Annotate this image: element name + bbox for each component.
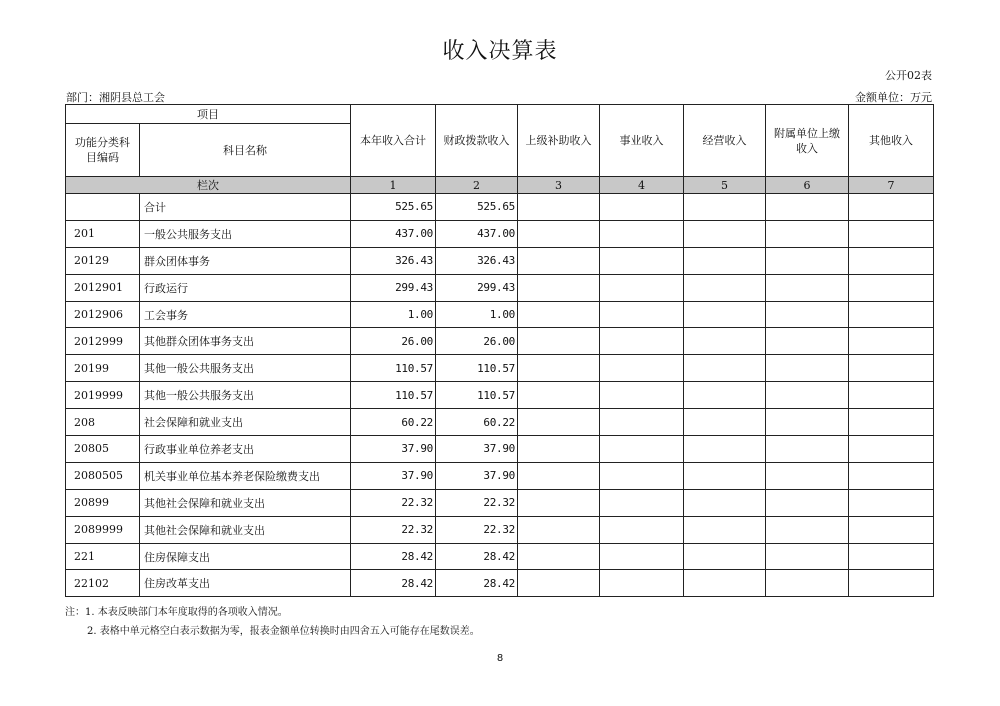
empty-cell [518, 355, 600, 382]
function-code-cell: 221 [66, 543, 140, 570]
function-code-cell: 2019999 [66, 382, 140, 409]
total-income-cell: 326.43 [351, 247, 436, 274]
empty-cell [600, 543, 684, 570]
empty-cell [849, 247, 934, 274]
empty-cell [766, 220, 849, 247]
subject-name-cell: 工会事务 [140, 301, 351, 328]
band-label: 栏次 [66, 177, 351, 194]
table-row [66, 543, 934, 570]
subject-name-cell: 一般公共服务支出 [140, 220, 351, 247]
page-number: 8 [496, 653, 504, 664]
empty-cell [600, 516, 684, 543]
empty-cell [849, 462, 934, 489]
empty-cell [518, 274, 600, 301]
function-code-cell: 20129 [66, 247, 140, 274]
header-item: 项目 [66, 105, 351, 124]
subject-name-cell: 行政事业单位养老支出 [140, 436, 351, 463]
subject-name-cell: 群众团体事务 [140, 247, 351, 274]
fiscal-income-cell: 37.90 [436, 462, 518, 489]
header-business-income: 事业收入 [600, 105, 684, 177]
header-fiscal-appropriation: 财政拨款收入 [436, 105, 518, 177]
function-code-cell: 20899 [66, 489, 140, 516]
fiscal-income-cell: 1.00 [436, 301, 518, 328]
empty-cell [849, 489, 934, 516]
empty-cell [518, 382, 600, 409]
table-row [66, 274, 934, 301]
empty-cell [849, 516, 934, 543]
band-number: 6 [766, 177, 849, 194]
empty-cell [766, 301, 849, 328]
amount-unit-label: 金额单位：万元 [855, 91, 932, 104]
function-code-cell: 2012999 [66, 328, 140, 355]
empty-cell [766, 516, 849, 543]
fiscal-income-cell: 326.43 [436, 247, 518, 274]
empty-cell [684, 516, 766, 543]
table-row [66, 220, 934, 247]
empty-cell [684, 543, 766, 570]
fiscal-income-cell: 37.90 [436, 436, 518, 463]
table-row [66, 489, 934, 516]
total-income-cell: 525.65 [351, 194, 436, 221]
empty-cell [849, 301, 934, 328]
function-code-cell: 20199 [66, 355, 140, 382]
table-row [66, 247, 934, 274]
function-code-cell: 208 [66, 409, 140, 436]
department-label: 部门：湘阴县总工会 [66, 91, 165, 104]
empty-cell [518, 328, 600, 355]
empty-cell [518, 409, 600, 436]
header-subject-name: 科目名称 [140, 124, 351, 177]
total-income-cell: 110.57 [351, 355, 436, 382]
function-code-cell: 201 [66, 220, 140, 247]
table-row [66, 409, 934, 436]
fiscal-income-cell: 437.00 [436, 220, 518, 247]
empty-cell [518, 516, 600, 543]
footnote-2: 2. 表格中单元格空白表示数据为零，报表金额单位转换时由四舍五入可能存在尾数误差。 [87, 626, 480, 637]
empty-cell [849, 543, 934, 570]
empty-cell [518, 247, 600, 274]
empty-cell [518, 194, 600, 221]
empty-cell [849, 355, 934, 382]
subject-name-cell: 合计 [140, 194, 351, 221]
subject-name-cell: 住房改革支出 [140, 570, 351, 597]
empty-cell [600, 274, 684, 301]
empty-cell [518, 489, 600, 516]
empty-cell [766, 355, 849, 382]
function-code-cell: 20805 [66, 436, 140, 463]
header-total-income: 本年收入合计 [351, 105, 436, 177]
empty-cell [684, 220, 766, 247]
band-number: 3 [518, 177, 600, 194]
subject-name-cell: 行政运行 [140, 274, 351, 301]
empty-cell [849, 436, 934, 463]
total-income-cell: 60.22 [351, 409, 436, 436]
total-income-cell: 110.57 [351, 382, 436, 409]
band-number: 2 [436, 177, 518, 194]
function-code-cell: 2089999 [66, 516, 140, 543]
empty-cell [766, 436, 849, 463]
footnote-1: 注：1. 本表反映部门本年度取得的各项收入情况。 [65, 607, 288, 618]
empty-cell [766, 409, 849, 436]
empty-cell [849, 220, 934, 247]
empty-cell [766, 274, 849, 301]
total-income-cell: 37.90 [351, 436, 436, 463]
empty-cell [600, 194, 684, 221]
empty-cell [600, 328, 684, 355]
empty-cell [766, 382, 849, 409]
empty-cell [600, 409, 684, 436]
table-row [66, 516, 934, 543]
subject-name-cell: 其他一般公共服务支出 [140, 355, 351, 382]
empty-cell [766, 570, 849, 597]
function-code-cell: 2012901 [66, 274, 140, 301]
function-code-cell: 2012906 [66, 301, 140, 328]
table-row [66, 382, 934, 409]
subject-name-cell: 其他群众团体事务支出 [140, 328, 351, 355]
total-income-cell: 28.42 [351, 570, 436, 597]
empty-cell [849, 328, 934, 355]
function-code-cell: 2080505 [66, 462, 140, 489]
empty-cell [600, 382, 684, 409]
band-number: 5 [684, 177, 766, 194]
empty-cell [766, 328, 849, 355]
subject-name-cell: 其他社会保障和就业支出 [140, 489, 351, 516]
income-final-accounts-table [65, 104, 934, 597]
empty-cell [684, 328, 766, 355]
form-number: 公开02表 [885, 69, 932, 82]
empty-cell [684, 274, 766, 301]
function-code-cell [66, 194, 140, 221]
empty-cell [684, 382, 766, 409]
fiscal-income-cell: 28.42 [436, 570, 518, 597]
empty-cell [518, 570, 600, 597]
total-income-cell: 26.00 [351, 328, 436, 355]
empty-cell [684, 462, 766, 489]
fiscal-income-cell: 22.32 [436, 489, 518, 516]
empty-cell [600, 220, 684, 247]
total-income-cell: 437.00 [351, 220, 436, 247]
empty-cell [600, 462, 684, 489]
function-code-cell: 22102 [66, 570, 140, 597]
subject-name-cell: 机关事业单位基本养老保险缴费支出 [140, 462, 351, 489]
empty-cell [766, 194, 849, 221]
page-title: 收入决算表 [442, 39, 558, 64]
band-number: 1 [351, 177, 436, 194]
fiscal-income-cell: 299.43 [436, 274, 518, 301]
header-function-code: 功能分类科目编码 [66, 124, 140, 177]
empty-cell [684, 409, 766, 436]
empty-cell [684, 355, 766, 382]
table-row [66, 301, 934, 328]
fiscal-income-cell: 26.00 [436, 328, 518, 355]
subject-name-cell: 住房保障支出 [140, 543, 351, 570]
total-income-cell: 22.32 [351, 516, 436, 543]
header-affiliated-income: 附属单位上缴收入 [766, 105, 849, 177]
subject-name-cell: 社会保障和就业支出 [140, 409, 351, 436]
empty-cell [518, 543, 600, 570]
subject-name-cell: 其他社会保障和就业支出 [140, 516, 351, 543]
total-income-cell: 28.42 [351, 543, 436, 570]
fiscal-income-cell: 60.22 [436, 409, 518, 436]
table-row [66, 570, 934, 597]
empty-cell [849, 409, 934, 436]
empty-cell [849, 382, 934, 409]
empty-cell [518, 462, 600, 489]
empty-cell [849, 274, 934, 301]
empty-cell [766, 462, 849, 489]
empty-cell [684, 489, 766, 516]
total-income-cell: 1.00 [351, 301, 436, 328]
fiscal-income-cell: 525.65 [436, 194, 518, 221]
empty-cell [518, 301, 600, 328]
fiscal-income-cell: 22.32 [436, 516, 518, 543]
empty-cell [849, 570, 934, 597]
header-superior-subsidy: 上级补助收入 [518, 105, 600, 177]
subject-name-cell: 其他一般公共服务支出 [140, 382, 351, 409]
band-number: 4 [600, 177, 684, 194]
fiscal-income-cell: 28.42 [436, 543, 518, 570]
total-income-cell: 37.90 [351, 462, 436, 489]
empty-cell [600, 436, 684, 463]
empty-cell [766, 489, 849, 516]
table-row [66, 355, 934, 382]
empty-cell [766, 247, 849, 274]
table-row [66, 462, 934, 489]
empty-cell [684, 570, 766, 597]
empty-cell [518, 220, 600, 247]
empty-cell [684, 247, 766, 274]
header-other-income: 其他收入 [849, 105, 934, 177]
band-number: 7 [849, 177, 934, 194]
empty-cell [518, 436, 600, 463]
empty-cell [600, 247, 684, 274]
header-operating-income: 经营收入 [684, 105, 766, 177]
empty-cell [600, 355, 684, 382]
empty-cell [600, 570, 684, 597]
empty-cell [684, 194, 766, 221]
empty-cell [600, 489, 684, 516]
table-row [66, 436, 934, 463]
table-row [66, 194, 934, 221]
empty-cell [684, 436, 766, 463]
empty-cell [766, 543, 849, 570]
table-row [66, 328, 934, 355]
total-income-cell: 22.32 [351, 489, 436, 516]
empty-cell [684, 301, 766, 328]
empty-cell [600, 301, 684, 328]
empty-cell [849, 194, 934, 221]
total-income-cell: 299.43 [351, 274, 436, 301]
fiscal-income-cell: 110.57 [436, 355, 518, 382]
fiscal-income-cell: 110.57 [436, 382, 518, 409]
